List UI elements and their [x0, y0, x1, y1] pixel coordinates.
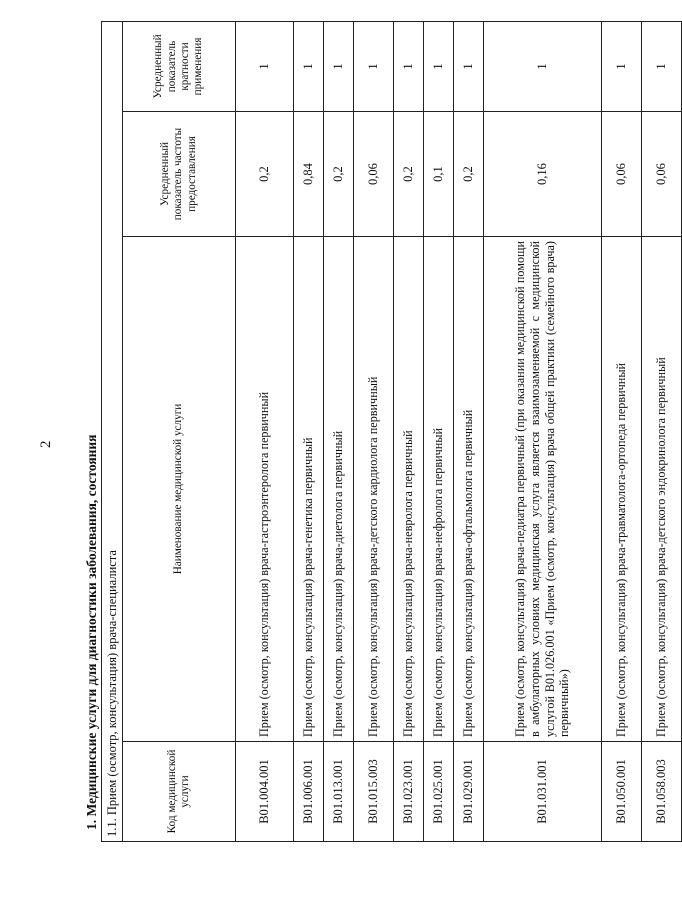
table-row	[642, 21, 682, 841]
table-row	[394, 21, 424, 841]
service-name: Прием (осмотр, консультация) врача-травматолога-ортопеда первичный	[602, 237, 642, 742]
frequency-value: 0,2	[236, 112, 294, 237]
service-code: B01.004.001	[236, 742, 294, 842]
multiplicity-value: 1	[642, 21, 682, 111]
section-title: 1. Медицинские услуги для диагностики заболевания, состояния	[84, 434, 99, 830]
table-row	[602, 21, 642, 841]
frequency-value: 0,06	[354, 112, 394, 237]
service-code: B01.050.001	[602, 742, 642, 842]
multiplicity-value: 1	[354, 21, 394, 111]
column-header-code: Код медицинской услуги	[123, 742, 236, 842]
frequency-value: 0,84	[294, 112, 324, 237]
service-name: Прием (осмотр, консультация) врача-диетолога первичный	[324, 237, 354, 742]
service-code: B01.013.001	[324, 742, 354, 842]
frequency-value: 0,2	[394, 112, 424, 237]
multiplicity-value: 1	[454, 21, 484, 111]
frequency-value: 0,2	[324, 112, 354, 237]
service-name: Прием (осмотр, консультация) врача-гастроэнтеролога первичный	[236, 237, 294, 742]
multiplicity-value: 1	[394, 21, 424, 111]
multiplicity-value: 1	[324, 21, 354, 111]
multiplicity-value: 1	[484, 21, 602, 111]
frequency-value: 0,2	[454, 112, 484, 237]
multiplicity-value: 1	[602, 21, 642, 111]
services-table	[101, 21, 682, 842]
table-header-row	[123, 21, 236, 841]
service-name: Прием (осмотр, консультация) врача-невролога первичный	[394, 237, 424, 742]
table-row	[484, 21, 602, 841]
subsection-title: 1.1. Прием (осмотр, консультация) врача-специалиста	[102, 21, 123, 841]
service-name: Прием (осмотр, консультация) врача-детского эндокринолога первичный	[642, 237, 682, 742]
service-code: B01.058.003	[642, 742, 682, 842]
multiplicity-value: 1	[294, 21, 324, 111]
service-code: B01.031.001	[484, 742, 602, 842]
column-header-frequency: Усредненный показатель частоты предоставления	[123, 112, 236, 237]
service-name: Прием (осмотр, консультация) врача-педиатра первичный (при оказании медицинской помощи в амбулаторных условиях медицинская услуга является взаимозаменяемой с медицинской услугой B01.026.001 «Прием (осмотр, консультация) врача общей практики (семейного врача) первичный»)	[484, 237, 602, 742]
table-row	[454, 21, 484, 841]
table-row	[236, 21, 294, 841]
page-number: 2	[38, 440, 54, 448]
service-code: B01.023.001	[394, 742, 424, 842]
frequency-value: 0,1	[424, 112, 454, 237]
service-name: Прием (осмотр, консультация) врача-детского кардиолога первичный	[354, 237, 394, 742]
service-code: B01.006.001	[294, 742, 324, 842]
table-row	[424, 21, 454, 841]
table-row	[324, 21, 354, 841]
table-row	[354, 21, 394, 841]
frequency-value: 0,06	[602, 112, 642, 237]
service-code: B01.015.003	[354, 742, 394, 842]
service-name: Прием (осмотр, консультация) врача-офтальмолога первичный	[454, 237, 484, 742]
column-header-multiplicity: Усредненный показатель кратности применения	[123, 21, 236, 111]
service-name: Прием (осмотр, консультация) врача-нефролога первичный	[424, 237, 454, 742]
multiplicity-value: 1	[424, 21, 454, 111]
column-header-name: Наименование медицинской услуги	[123, 237, 236, 742]
frequency-value: 0,06	[642, 112, 682, 237]
table-row	[294, 21, 324, 841]
service-code: B01.025.001	[424, 742, 454, 842]
service-name: Прием (осмотр, консультация) врача-генетика первичный	[294, 237, 324, 742]
services-table-container	[101, 22, 669, 842]
multiplicity-value: 1	[236, 21, 294, 111]
frequency-value: 0,16	[484, 112, 602, 237]
service-code: B01.029.001	[454, 742, 484, 842]
subsection-row	[102, 21, 123, 841]
